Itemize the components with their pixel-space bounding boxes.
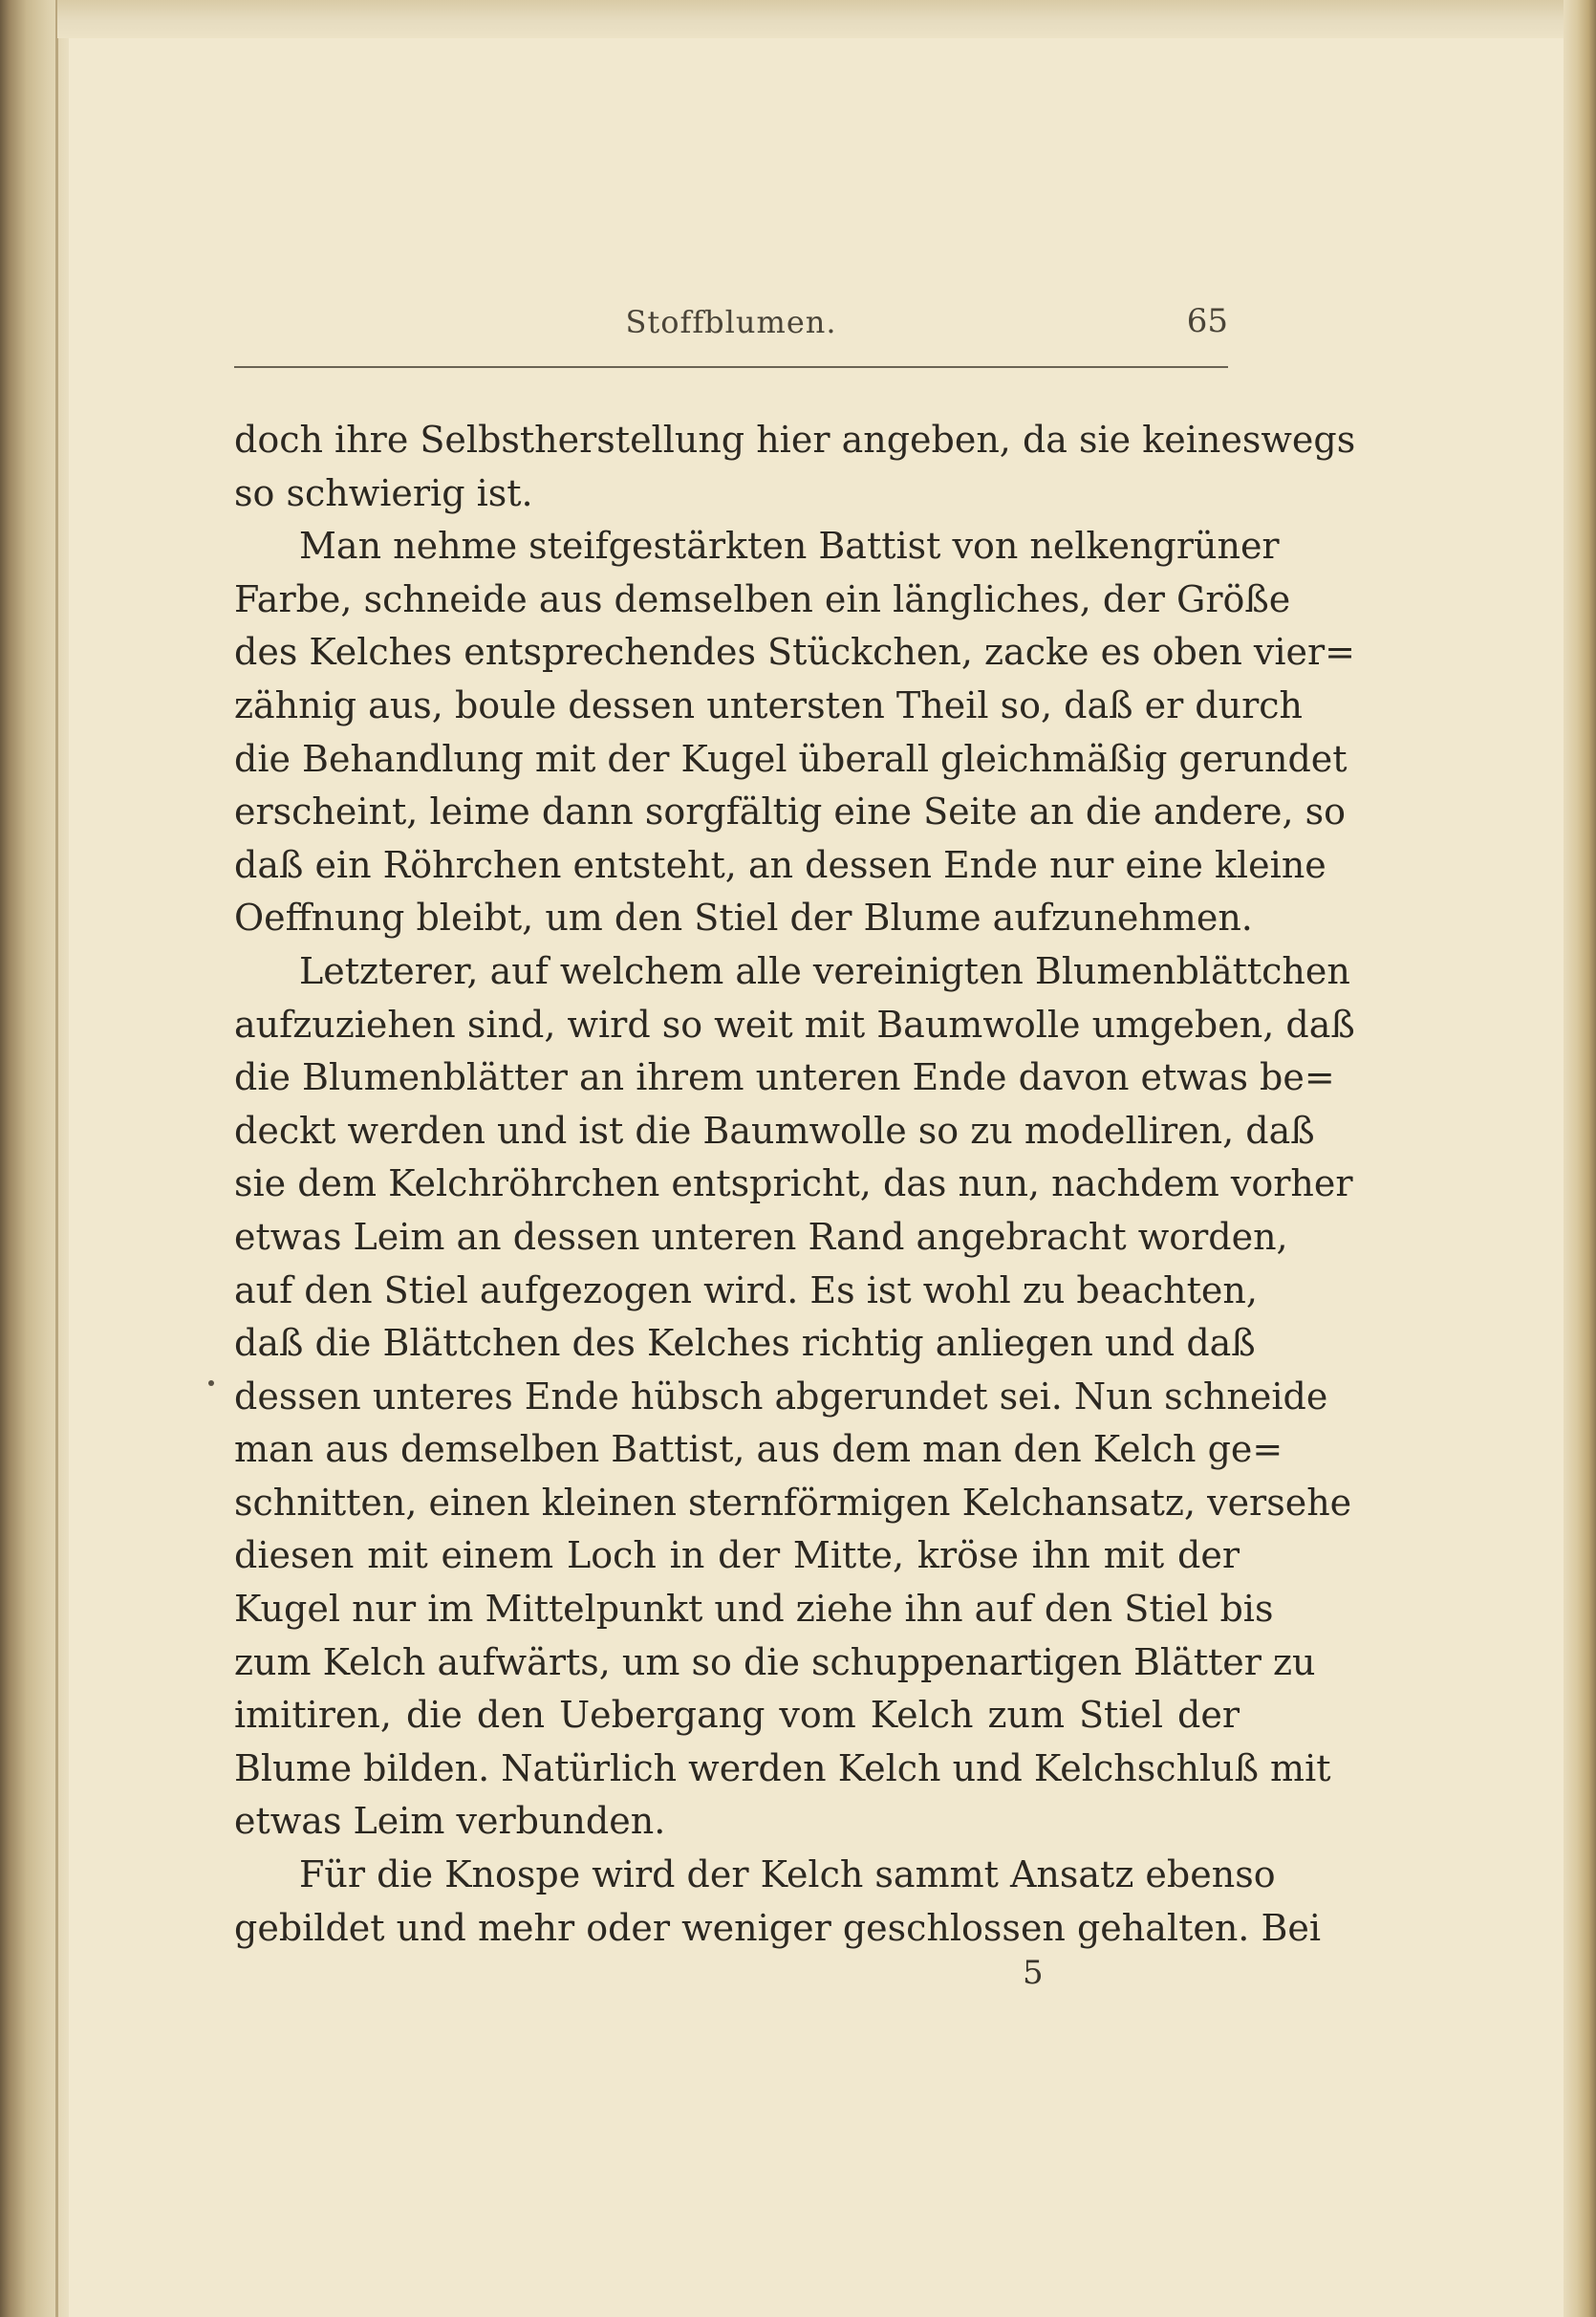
text-line: Man nehme steifgestärkten Battist von nelkengrüner: [299, 525, 1280, 568]
running-head: [234, 296, 1228, 344]
text-line: gebildet und mehr oder weniger geschlossen gehalten. Bei: [234, 1906, 1322, 1949]
running-title: Stoffblumen.: [625, 304, 837, 340]
text-line: des Kelches entsprechendes Stückchen, zacke es oben vier=: [234, 631, 1355, 674]
signature-mark: 5: [1023, 1954, 1044, 1992]
text-line: aufzuziehen sind, wird so weit mit Baumwolle umgeben, daß: [234, 1003, 1355, 1046]
text-line: sie dem Kelchröhrchen entspricht, das nun, nachdem vorher: [234, 1162, 1353, 1205]
text-line: zum Kelch aufwärts, um so die schuppenartigen Blätter zu: [234, 1640, 1316, 1683]
text-line: so schwierig ist.: [234, 471, 533, 514]
text-line: diesen mit einem Loch in der Mitte, kröse ihn mit der: [234, 1534, 1240, 1577]
text-line: Für die Knospe wird der Kelch sammt Ansatz ebenso: [299, 1853, 1276, 1896]
text-line: dessen unteres Ende hübsch abgerundet sei. Nun schneide: [234, 1375, 1328, 1418]
text-line: Oeffnung bleibt, um den Stiel der Blume aufzunehmen.: [234, 897, 1253, 940]
text-line: Farbe, schneide aus demselben ein längliches, der Größe: [234, 577, 1291, 620]
top-page-edge: [57, 0, 1567, 38]
text-line: schnitten, einen kleinen sternförmigen Kelchansatz, versehe: [234, 1481, 1352, 1524]
text-line: deckt werden und ist die Baumwolle so zu modelliren, daß: [234, 1109, 1315, 1152]
right-page-edge: [1564, 0, 1596, 2317]
header-rule: [234, 366, 1228, 368]
text-line: daß die Blättchen des Kelches richtig anliegen und daß: [234, 1322, 1256, 1365]
text-line: zähnig aus, boule dessen untersten Theil so, daß er durch: [234, 683, 1304, 726]
text-line: man aus demselben Battist, aus dem man den Kelch ge=: [234, 1428, 1283, 1471]
text-line: doch ihre Selbstherstellung hier angeben, da sie keineswegs: [234, 419, 1356, 461]
text-line: Blume bilden. Natürlich werden Kelch und Kelchschluß mit: [234, 1746, 1331, 1789]
margin-speck: [208, 1380, 214, 1386]
text-line: auf den Stiel aufgezogen wird. Es ist wohl zu beachten,: [234, 1268, 1258, 1311]
binding-edge: [0, 0, 69, 2317]
page-number: 65: [1186, 302, 1228, 340]
text-line: etwas Leim an dessen unteren Rand angebracht worden,: [234, 1215, 1288, 1258]
text-line: daß ein Röhrchen entsteht, an dessen Ende nur eine kleine: [234, 843, 1326, 886]
text-line: die Blumenblätter an ihrem unteren Ende davon etwas be=: [234, 1056, 1335, 1099]
text-line: Letzterer, auf welchem alle vereinigten Blumenblättchen: [299, 949, 1350, 992]
text-line: erscheint, leime dann sorgfältig eine Seite an die andere, so: [234, 790, 1347, 834]
text-line: imitiren, die den Uebergang vom Kelch zum Stiel der: [234, 1694, 1240, 1737]
text-line: die Behandlung mit der Kugel überall gleichmäßig gerundet: [234, 737, 1348, 780]
body-text: [234, 414, 1356, 1955]
text-line: Kugel nur im Mittelpunkt und ziehe ihn auf den Stiel bis: [234, 1588, 1274, 1631]
text-line: etwas Leim verbunden.: [234, 1800, 666, 1843]
